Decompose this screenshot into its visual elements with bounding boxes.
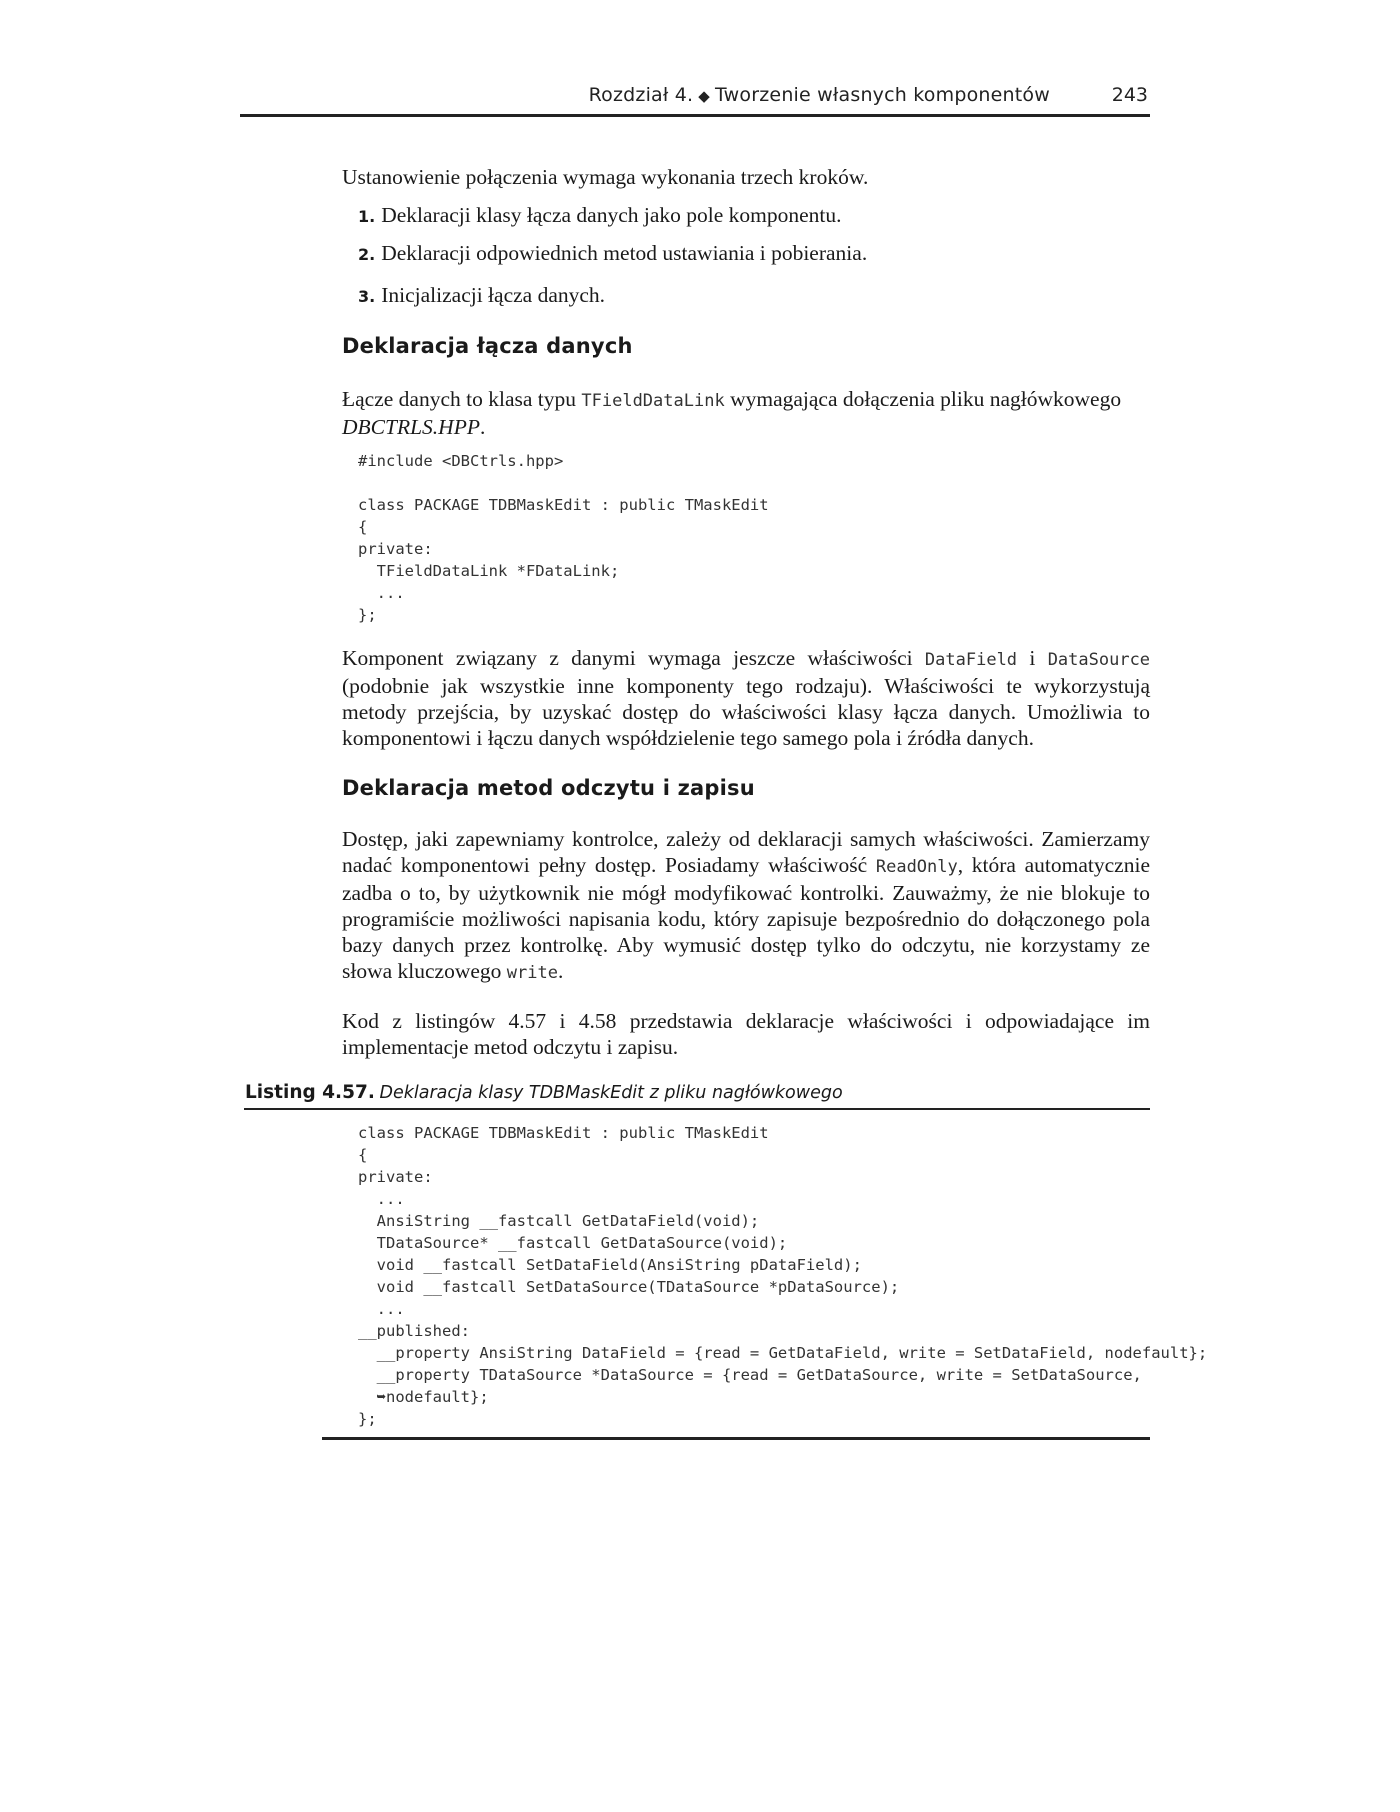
- list-item: [358, 202, 842, 230]
- inline-code: TFieldDataLink: [581, 391, 725, 411]
- section-heading: Deklaracja łącza danych: [342, 334, 633, 358]
- list-item: [358, 240, 867, 268]
- list-number: 2.: [358, 245, 376, 264]
- inline-code: DataSource: [1047, 650, 1151, 670]
- paragraph: Kod z listingów 4.57 i 4.58 przedstawia deklaracje właściwości i odpowiadające im implementacje metod odczytu i zapisu.: [342, 1009, 1150, 1059]
- text-run: .: [557, 959, 564, 983]
- list-text: Inicjalizacji łącza danych.: [381, 283, 606, 307]
- text-run: wymagająca dołączenia pliku nagłówkowego: [730, 387, 1122, 411]
- listing-bottom-rule: [322, 1437, 1150, 1440]
- listing-caption: [245, 1082, 843, 1104]
- file-name: DBCTRLS.HPP: [342, 415, 480, 439]
- listing-code: class PACKAGE TDBMaskEdit : public TMaskEdit { private: ... AnsiString __fastcall GetDataField(void); TDataSource* __fastcall GetDataSource(void); void __fastcall SetDataField(AnsiString pDataField); void __fastcall SetDataSource(TDataSource *pDataSource); ... __published: __property AnsiString DataField = {read = GetDataField, write = SetDataField, nodefault}; __property TDataSource *DataSource = {read = GetDataSource, write = SetDataSource, ➥nodefault}; };: [358, 1124, 1208, 1428]
- section-heading: Deklaracja metod odczytu i zapisu: [342, 776, 755, 800]
- code-block: #include <DBCtrls.hpp> class PACKAGE TDBMaskEdit : public TMaskEdit { private: TFieldDataLink *FDataLink; ... };: [358, 452, 769, 624]
- diamond-separator-icon: ◆: [698, 87, 711, 105]
- inline-code: ReadOnly: [875, 857, 958, 877]
- text-run: .: [479, 415, 486, 439]
- list-text: Deklaracji klasy łącza danych jako pole komponentu.: [381, 203, 842, 227]
- text-run: Łącze danych to klasa typu: [342, 387, 577, 411]
- list-item: [358, 282, 605, 310]
- page-number: 243: [1111, 84, 1148, 106]
- intro-paragraph: Ustanowienie połączenia wymaga wykonania trzech kroków.: [342, 165, 869, 189]
- list-text: Deklaracji odpowiednich metod ustawiania i pobierania.: [381, 241, 868, 265]
- text-run: (podobnie jak wszystkie inne komponenty tego rodzaju). Właściwości te wykorzystują metody przejścia, by uzyskać dostęp do właściwości klasy łącza danych. Umożliwia to komponentowi i łączu danych współdzielenie tego samego pola i źródła danych.: [342, 674, 1150, 750]
- list-number: 1.: [358, 207, 376, 226]
- paragraph: [342, 386, 1150, 440]
- paragraph: [342, 826, 1150, 986]
- chapter-title: [589, 84, 1050, 106]
- chapter-name: Tworzenie własnych komponentów: [715, 84, 1050, 106]
- paragraph: [342, 645, 1150, 751]
- inline-code: DataField: [924, 650, 1018, 670]
- text-run: , która automatycznie zadba o to, by użytkownik nie mógł modyfikować kontrolki. Zauważmy, że nie blokuje to programiście możliwości napisania kodu, który zapisuje bezpośrednio do dołączonego pola bazy danych przez kontrolkę. Aby wymusić dostęp tylko do odczytu, nie korzystamy ze słowa kluczowego: [342, 853, 1150, 983]
- inline-code: write: [506, 963, 558, 983]
- text-run: Komponent związany z danymi wymaga jeszcze właściwości: [342, 646, 913, 670]
- chapter-label: Rozdział 4.: [588, 84, 694, 106]
- list-number: 3.: [358, 287, 376, 306]
- running-header: [240, 84, 1150, 114]
- listing-title: Deklaracja klasy TDBMaskEdit z pliku nagłówkowego: [379, 1083, 843, 1103]
- text-run: i: [1029, 646, 1036, 670]
- listing-label: Listing 4.57.: [245, 1082, 375, 1103]
- text-run: Dostęp, jaki zapewniamy kontrolce, zależy od deklaracji samych właściwości. Zamierzamy nadać komponentowi pełny dostęp. Posiadamy właściwość: [342, 827, 1150, 877]
- header-divider: [240, 114, 1150, 117]
- listing-top-rule: [244, 1108, 1150, 1110]
